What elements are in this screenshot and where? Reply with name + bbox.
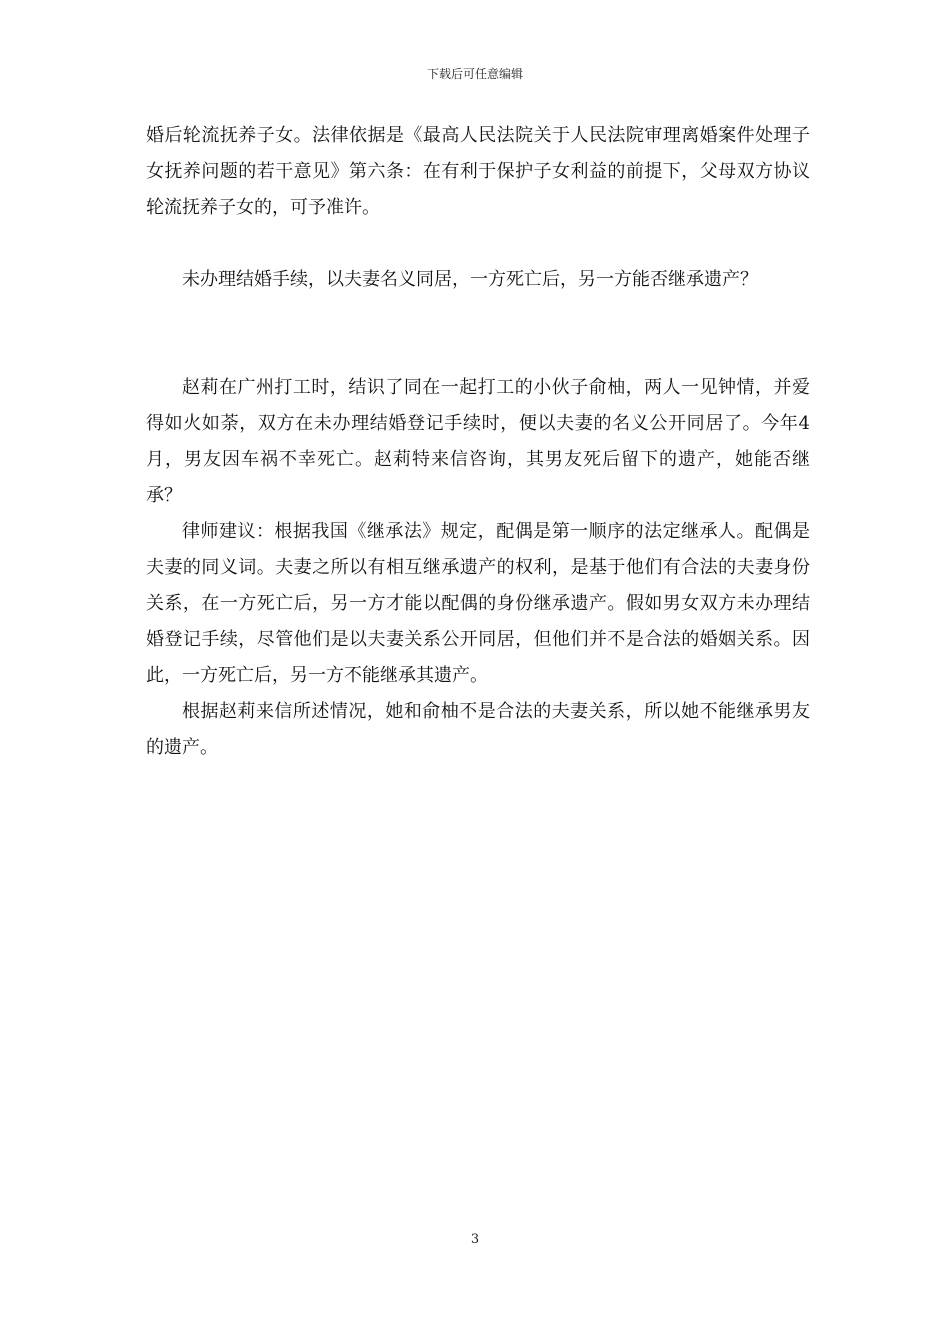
paragraph-conclusion: 根据赵莉来信所述情况，她和俞柚不是合法的夫妻关系，所以她不能继承男友的遗产。 bbox=[146, 701, 810, 758]
document-body bbox=[146, 118, 810, 766]
paragraph-lawyer-advice: 律师建议：根据我国《继承法》规定，配偶是第一顺序的法定继承人。配偶是夫妻的同义词。夫妻之所以有相互继承遗产的权利，是基于他们有合法的夫妻身份关系，在一方死亡后，另一方才能以配偶的身份继承遗产。假如男女双方未办理结婚登记手续，尽管他们是以夫妻关系公开同居，但他们并不是合法的婚姻关系。因此，一方死亡后，另一方不能继承其遗产。 bbox=[146, 521, 810, 686]
question-heading: 未办理结婚手续，以夫妻名义同居，一方死亡后，另一方能否继承遗产？ bbox=[182, 269, 758, 290]
page-header: 下载后可任意编辑 bbox=[426, 67, 523, 81]
paragraph-custody-basis: 婚后轮流抚养子女。法律依据是《最高人民法院关于人民法院审理离婚案件处理子女抚养问题的若干意见》第六条：在有利于保护子女利益的前提下，父母双方协议轮流抚养子女的，可予准许。 bbox=[146, 125, 810, 218]
page-number: 3 bbox=[470, 1232, 480, 1247]
paragraph-case-description: 赵莉在广州打工时，结识了同在一起打工的小伙子俞柚，两人一见钟情，并爱得如火如荼，双方在未办理结婚登记手续时，便以夫妻的名义公开同居了。今年4月，男友因车祸不幸死亡。赵莉特来信咨询，其男友死后留下的遗产，她能否继承？ bbox=[146, 377, 810, 506]
